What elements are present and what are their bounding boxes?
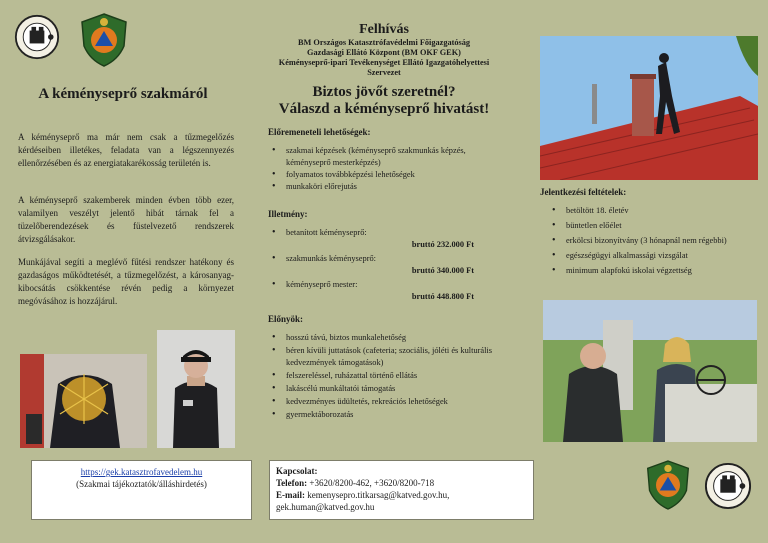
list-item: • büntetlen előélet [548,220,760,232]
list-item: • kedvezményes üdültetés, rekreációs lehetőségek [268,396,504,408]
salary-title: Illetmény: [268,209,308,219]
list-item: • minimum alapfokú iskolai végzettség [548,265,760,277]
email-value-1[interactable]: kemenysepro.titkarsag@katved.gov.hu, [307,490,450,500]
list-item: • munkaköri előrejutás [268,181,504,193]
salary-label: • betanított kéményseprő: [268,227,504,239]
list-item: • folyamatos továbbképzési lehetőségek [268,169,504,181]
salary-value: bruttó 232.000 Ft [411,240,474,249]
salary-label: • kéményseprő mester: [268,279,504,291]
about-paragraph-1: A kéményseprő ma már nem csak a tűzmegelőzés kérdéseiben illetékes, feladata van a légszennyezés ellenőrzésében és az energiatakarékosság területén is. [18,132,234,168]
list-item: • felszereléssel, ruházattal történő ellátás [268,370,504,382]
benefits-title: Előnyök: [268,314,304,324]
contact-email-row [276,489,527,501]
benefits-section [268,314,504,421]
list-item: • gyermektáborozatás [268,409,504,421]
list-item: • betöltött 18. életév [548,205,760,217]
org-line-1: BM Országos Katasztrófavédelmi Főigazgatóság [297,38,471,47]
left-section-title: A kéményseprő szakmáról [38,86,208,102]
website-note: (Szakmai tájékoztatók/álláshirdetés) [76,479,207,489]
website-box [31,460,252,520]
progress-section [268,127,504,193]
civil-protection-emblem [78,12,130,68]
list-item: • béren kívüli juttatások (cafeteria; szociális, jóléti és kulturális kedvezmények támogatások) [268,345,504,369]
chimney-sweep-logo-bottom [704,462,752,510]
salary-label: • szakmunkás kéményseprő: [268,253,504,265]
phone-value[interactable]: +3620/8200-462, +3620/8200-718 [309,478,435,488]
org-line-3: Kéményseprő-ipari Tevékenységet Ellátó Igazgatóhelyettesi [278,58,490,67]
headline-1: Biztos jövőt szeretnél? [312,84,456,100]
email-label: E-mail: [276,490,305,500]
list-item: • szakmai képzések (kéményseprő szakmunkás képzés, kéményseprő mesterképzés) [268,145,504,169]
contact-title: Kapcsolat: [276,466,318,476]
roof-chimney-photo [540,36,758,180]
civil-protection-emblem-bottom [644,458,692,512]
requirements-section [540,187,760,277]
chimney-inspection-photo [543,300,757,442]
chimney-sweep-back-photo [20,354,147,448]
chimney-sweep-portrait-photo [157,330,235,448]
salary-section [268,209,504,303]
salary-value: bruttó 340.000 Ft [411,266,474,275]
salary-value: bruttó 448.800 Ft [411,292,474,301]
notice-heading: Felhívás [359,22,409,37]
headline-2: Válaszd a kéményseprő hivatást! [278,101,490,117]
progress-title: Előremeneteli lehetőségek: [268,127,371,137]
requirements-title: Jelentkezési feltételek: [540,187,627,197]
org-line-2: Gazdasági Ellátó Központ (BM OKF GEK) [307,48,461,57]
contact-box [269,460,534,520]
org-line-4: Szervezet [367,68,401,77]
email-value-2[interactable]: gek.human@katved.gov.hu [276,502,375,512]
list-item: • egészségügyi alkalmassági vizsgálat [548,250,760,262]
phone-label: Telefon: [276,478,308,488]
list-item: • lakáscélú munkáltatói támogatás [268,383,504,395]
list-item: • erkölcsi bizonyítvány (3 hónapnál nem régebbi) [548,235,760,247]
website-link[interactable]: https://gek.katasztrofavedelem.hu [80,467,203,477]
about-paragraph-2: A kéményseprő szakemberek minden évben több ezer, valamilyen veszélyt jelentő hibát tárnak fel a tüzelőberendezések és füstelvezető rendszerek átvizsgálásakor. [18,195,234,244]
chimney-sweep-logo [14,14,64,64]
about-paragraph-3: Munkájával segíti a meglévő fűtési rendszer hatékony és gazdaságos működtetését, a tűzmegelőzést, a károsanyag-kibocsátás csökkentése révén pedig a környezet megóvásához is hozzájárul. [18,257,234,306]
contact-phone-row [276,477,527,489]
list-item: • hosszú távú, biztos munkalehetőség [268,332,504,344]
